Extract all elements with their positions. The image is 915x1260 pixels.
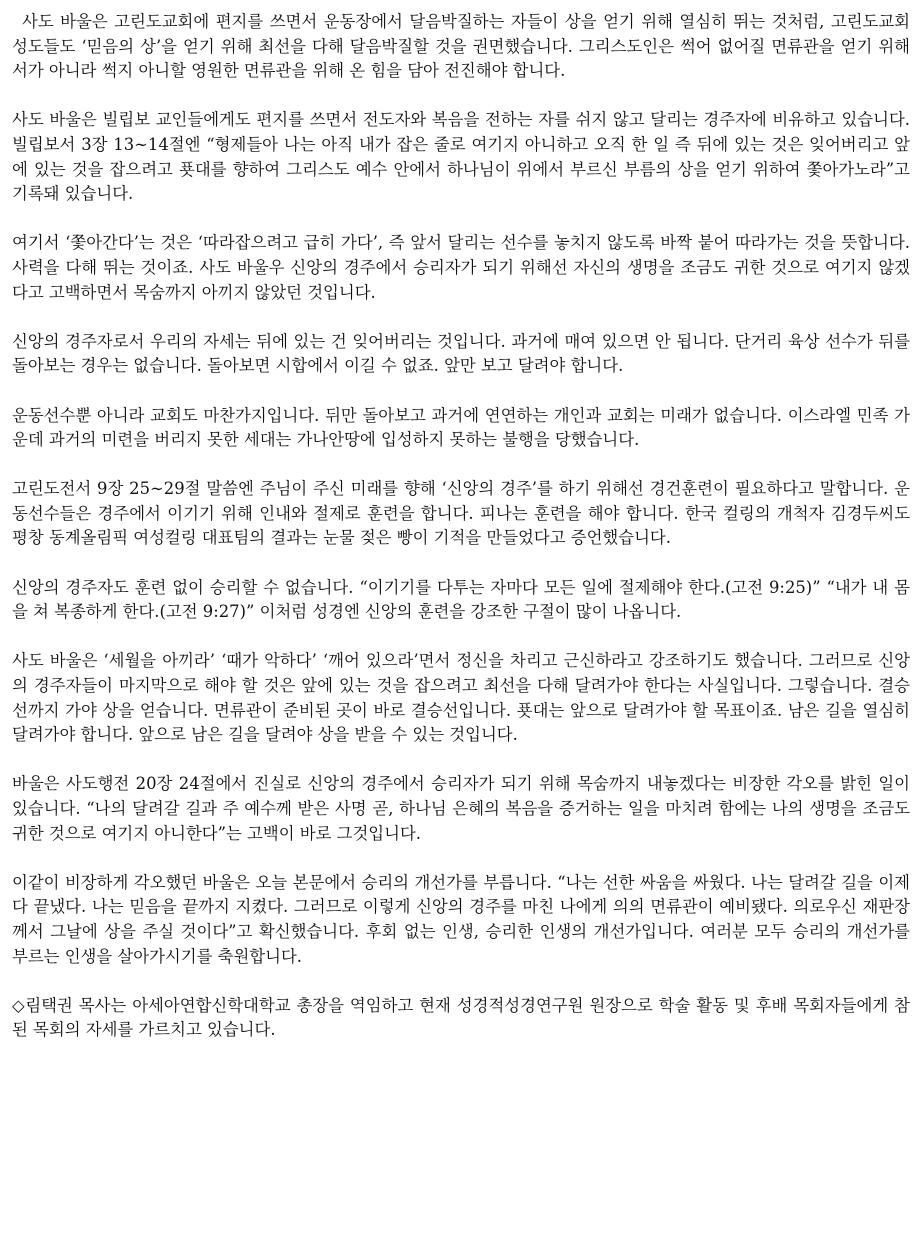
paragraph-7: 신앙의 경주자도 훈련 없이 승리할 수 없습니다. “이기기를 다투는 자마다 모든 일에 절제해야 한다.(고전 9:25)” “내가 내 몸을 쳐 복종하게 한다.(고전 9:27)” 이처럼 성경엔 신앙의 훈련을 강조한 구절이 많이 나옵니다.: [12, 577, 910, 622]
paragraph-2: 사도 바울은 빌립보 교인들에게도 편지를 쓰면서 전도자와 복음을 전하는 자를 쉬지 않고 달리는 경주자에 비유하고 있습니다. 빌립보서 3장 13∼14절엔 “형제들아 나는 아직 내가 잡은 줄로 여기지 아니하고 오직 한 일 즉 뒤에 있는 것은 잊어버리고 앞에 있는 것을 잡으려고 푯대를 향하여 그리스도 예수 안에서 하나님이 위에서 부르신 부름의 상을 얻기 위하여 쫓아가노라”고 기록돼 있습니다.: [12, 110, 910, 204]
paragraph-8: 사도 바울은 ‘세월을 아끼라’ ‘때가 악하다’ ‘깨어 있으라’면서 정신을 차리고 근신하라고 강조하기도 했습니다. 그러므로 신앙의 경주자들이 마지막으로 해야 할 것은 앞에 있는 것을 잡으려고 최선을 다해 달려가야 한다는 사실입니다. 그렇습니다. 결승선까지 가야 상을 얻습니다. 면류관이 준비된 곳이 바로 결승선입니다. 푯대는 앞으로 달려가야 할 목표이죠. 남은 길을 열심히 달려가야 합니다. 앞으로 남은 길을 달려야 상을 받을 수 있는 것입니다.: [12, 651, 910, 745]
paragraph-1: 사도 바울은 고린도교회에 편지를 쓰면서 운동장에서 달음박질하는 자들이 상을 얻기 위해 열심히 뛰는 것처럼, 고린도교회 성도들도 ‘믿음의 상’을 얻기 위해 최선을 다해 달음박질할 것을 권면했습니다. 그리스도인은 썩어 없어질 면류관을 얻기 위해서가 아니라 썩지 아니할 영원한 면류관을 위해 온 힘을 담아 전진해야 합니다.: [12, 12, 910, 81]
article-body: [12, 10, 910, 1043]
paragraph-10: 이같이 비장하게 각오했던 바울은 오늘 본문에서 승리의 개선가를 부릅니다. “나는 선한 싸움을 싸웠다. 나는 달려갈 길을 이제 다 끝냈다. 나는 믿음을 끝까지 지켰다. 그러므로 이렇게 신앙의 경주를 마친 나에게 의의 면류관이 예비됐다. 의로우신 재판장께서 그날에 상을 주실 것이다”고 확신했습니다. 후회 없는 인생, 승리한 인생의 개선가입니다. 여러분 모두 승리의 개선가를 부르는 인생을 살아가시기를 축원합니다.: [12, 872, 910, 966]
paragraph-6: 고린도전서 9장 25∼29절 말씀엔 주님이 주신 미래를 향해 ‘신앙의 경주’를 하기 위해선 경건훈련이 필요하다고 말합니다. 운동선수들은 경주에서 이기기 위해 인내와 절제로 훈련을 합니다. 피나는 훈련을 해야 합니다. 한국 컬링의 개척자 김경두씨도 평창 동계올림픽 여성컬링 대표팀의 결과는 눈물 젖은 빵이 기적을 만들었다고 증언했습니다.: [12, 479, 910, 548]
author-note: ◇림택권 목사는 아세아연합신학대학교 총장을 역임하고 현재 성경적성경연구원 원장으로 학술 활동 및 후배 목회자들에게 참된 목회의 자세를 가르치고 있습니다.: [12, 995, 910, 1040]
paragraph-3: 여기서 ‘쫓아간다’는 것은 ‘따라잡으려고 급히 가다’, 즉 앞서 달리는 선수를 놓치지 않도록 바짝 붙어 따라가는 것을 뜻합니다. 사력을 다해 뛰는 것이죠. 사도 바울우 신앙의 경주에서 승리자가 되기 위해선 자신의 생명을 조금도 귀한 것으로 여기지 않겠다고 고백하면서 목숨까지 아끼지 않았던 것입니다.: [12, 233, 910, 302]
paragraph-5: 운동선수뿐 아니라 교회도 마찬가지입니다. 뒤만 돌아보고 과거에 연연하는 개인과 교회는 미래가 없습니다. 이스라엘 민족 가운데 과거의 미련을 버리지 못한 세대는 가나안땅에 입성하지 못하는 불행을 당했습니다.: [12, 405, 910, 450]
paragraph-9: 바울은 사도행전 20장 24절에서 진실로 신앙의 경주에서 승리자가 되기 위해 목숨까지 내놓겠다는 비장한 각오를 밝힌 일이 있습니다. “나의 달려갈 길과 주 예수께 받은 사명 곧, 하나님 은혜의 복음을 증거하는 일을 마치려 함에는 나의 생명을 조금도 귀한 것으로 여기지 아니한다”는 고백이 바로 그것입니다.: [12, 774, 910, 843]
paragraph-4: 신앙의 경주자로서 우리의 자세는 뒤에 있는 건 잊어버리는 것입니다. 과거에 매여 있으면 안 됩니다. 단거리 육상 선수가 뒤를 돌아보는 경우는 없습니다. 돌아보면 시합에서 이길 수 없죠. 앞만 보고 달려야 합니다.: [12, 331, 910, 376]
